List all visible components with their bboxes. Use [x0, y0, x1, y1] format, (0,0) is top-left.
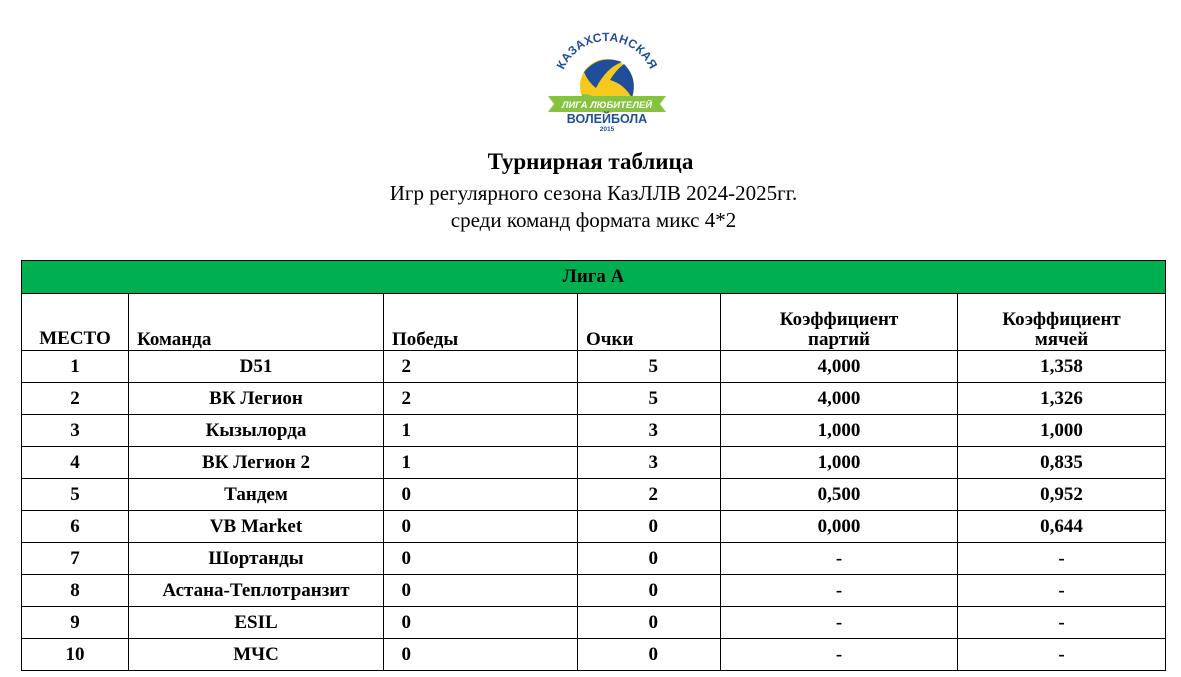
- cell-ball-ratio: 0,952: [958, 479, 1166, 511]
- cell-ball-ratio: -: [958, 639, 1166, 671]
- cell-ball-ratio: -: [958, 543, 1166, 575]
- page-title: Турнирная таблица: [487, 149, 694, 174]
- cell-ball-ratio: 0,835: [958, 447, 1166, 479]
- page-subtitle-line1: Игр регулярного сезона КазЛЛВ 2024-2025гг.: [389, 181, 798, 205]
- column-header-place: МЕСТО: [22, 294, 129, 351]
- cell-points: 5: [578, 351, 721, 383]
- cell-place: 8: [22, 575, 129, 607]
- cell-set-ratio: 4,000: [721, 351, 958, 383]
- cell-points: 2: [578, 479, 721, 511]
- cell-points: 5: [578, 383, 721, 415]
- cell-points: 0: [578, 639, 721, 671]
- cell-wins: 2: [384, 351, 578, 383]
- table-row: [22, 415, 1166, 447]
- cell-team: ВК Легион: [129, 383, 384, 415]
- cell-team: ESIL: [129, 607, 384, 639]
- cell-set-ratio: 0,500: [721, 479, 958, 511]
- column-header-set-ratio-line2: партий: [808, 329, 870, 350]
- cell-team: D51: [129, 351, 384, 383]
- cell-team: Тандем: [129, 479, 384, 511]
- column-header-set-ratio: [721, 294, 958, 351]
- column-header-ball-ratio-line1: Коэффициент: [1002, 309, 1121, 330]
- cell-wins: 0: [384, 479, 578, 511]
- cell-set-ratio: -: [721, 575, 958, 607]
- cell-set-ratio: 1,000: [721, 415, 958, 447]
- cell-points: 0: [578, 511, 721, 543]
- cell-set-ratio: -: [721, 639, 958, 671]
- cell-wins: 0: [384, 575, 578, 607]
- cell-points: 3: [578, 415, 721, 447]
- column-header-points: Очки: [578, 294, 721, 351]
- cell-wins: 2: [384, 383, 578, 415]
- column-header-ball-ratio-line2: мячей: [1034, 329, 1089, 350]
- cell-points: 0: [578, 575, 721, 607]
- table-row: [22, 639, 1166, 671]
- table-row: [22, 479, 1166, 511]
- cell-place: 9: [22, 607, 129, 639]
- logo-ribbon-text: ЛИГА ЛЮБИТЕЛЕЙ: [561, 100, 653, 111]
- cell-ball-ratio: -: [958, 575, 1166, 607]
- cell-points: 0: [578, 543, 721, 575]
- cell-ball-ratio: -: [958, 607, 1166, 639]
- cell-place: 2: [22, 383, 129, 415]
- page-subtitle-line2: среди команд формата микс 4*2: [450, 208, 737, 232]
- league-header-row: [22, 261, 1166, 294]
- column-header-ball-ratio: [958, 294, 1166, 351]
- league-logo: [544, 32, 670, 132]
- cell-ball-ratio: 0,644: [958, 511, 1166, 543]
- standings-body: [22, 351, 1166, 671]
- table-row: [22, 543, 1166, 575]
- column-header-wins: Победы: [384, 294, 578, 351]
- standings-table: [21, 260, 1166, 671]
- table-row: [22, 351, 1166, 383]
- cell-set-ratio: 4,000: [721, 383, 958, 415]
- logo-year-text: 2015: [599, 126, 615, 132]
- cell-wins: 0: [384, 543, 578, 575]
- cell-ball-ratio: 1,358: [958, 351, 1166, 383]
- cell-team: Кызылорда: [129, 415, 384, 447]
- cell-place: 5: [22, 479, 129, 511]
- column-header-team: Команда: [129, 294, 384, 351]
- cell-wins: 1: [384, 415, 578, 447]
- cell-points: 0: [578, 607, 721, 639]
- column-header-set-ratio-line1: Коэффициент: [779, 309, 899, 330]
- table-row: [22, 511, 1166, 543]
- cell-place: 6: [22, 511, 129, 543]
- cell-place: 7: [22, 543, 129, 575]
- column-header-row: [22, 294, 1166, 351]
- cell-set-ratio: 0,000: [721, 511, 958, 543]
- cell-team: Астана-Теплотранзит: [129, 575, 384, 607]
- logo-arc-text: КАЗАХСТАНСКАЯ: [553, 32, 661, 72]
- cell-set-ratio: 1,000: [721, 447, 958, 479]
- cell-set-ratio: -: [721, 543, 958, 575]
- cell-wins: 0: [384, 639, 578, 671]
- cell-place: 3: [22, 415, 129, 447]
- cell-team: VB Market: [129, 511, 384, 543]
- cell-ball-ratio: 1,326: [958, 383, 1166, 415]
- cell-wins: 1: [384, 447, 578, 479]
- cell-team: МЧС: [129, 639, 384, 671]
- cell-wins: 0: [384, 607, 578, 639]
- cell-ball-ratio: 1,000: [958, 415, 1166, 447]
- table-row: [22, 447, 1166, 479]
- cell-team: Шортанды: [129, 543, 384, 575]
- league-label: Лига А: [22, 261, 1166, 294]
- cell-wins: 0: [384, 511, 578, 543]
- table-row: [22, 607, 1166, 639]
- cell-points: 3: [578, 447, 721, 479]
- volleyball-logo-icon: [544, 32, 670, 132]
- cell-place: 1: [22, 351, 129, 383]
- table-row: [22, 575, 1166, 607]
- table-row: [22, 383, 1166, 415]
- logo-main-text: ВОЛЕЙБОЛА: [566, 112, 648, 126]
- cell-place: 10: [22, 639, 129, 671]
- cell-team: ВК Легион 2: [129, 447, 384, 479]
- cell-set-ratio: -: [721, 607, 958, 639]
- cell-place: 4: [22, 447, 129, 479]
